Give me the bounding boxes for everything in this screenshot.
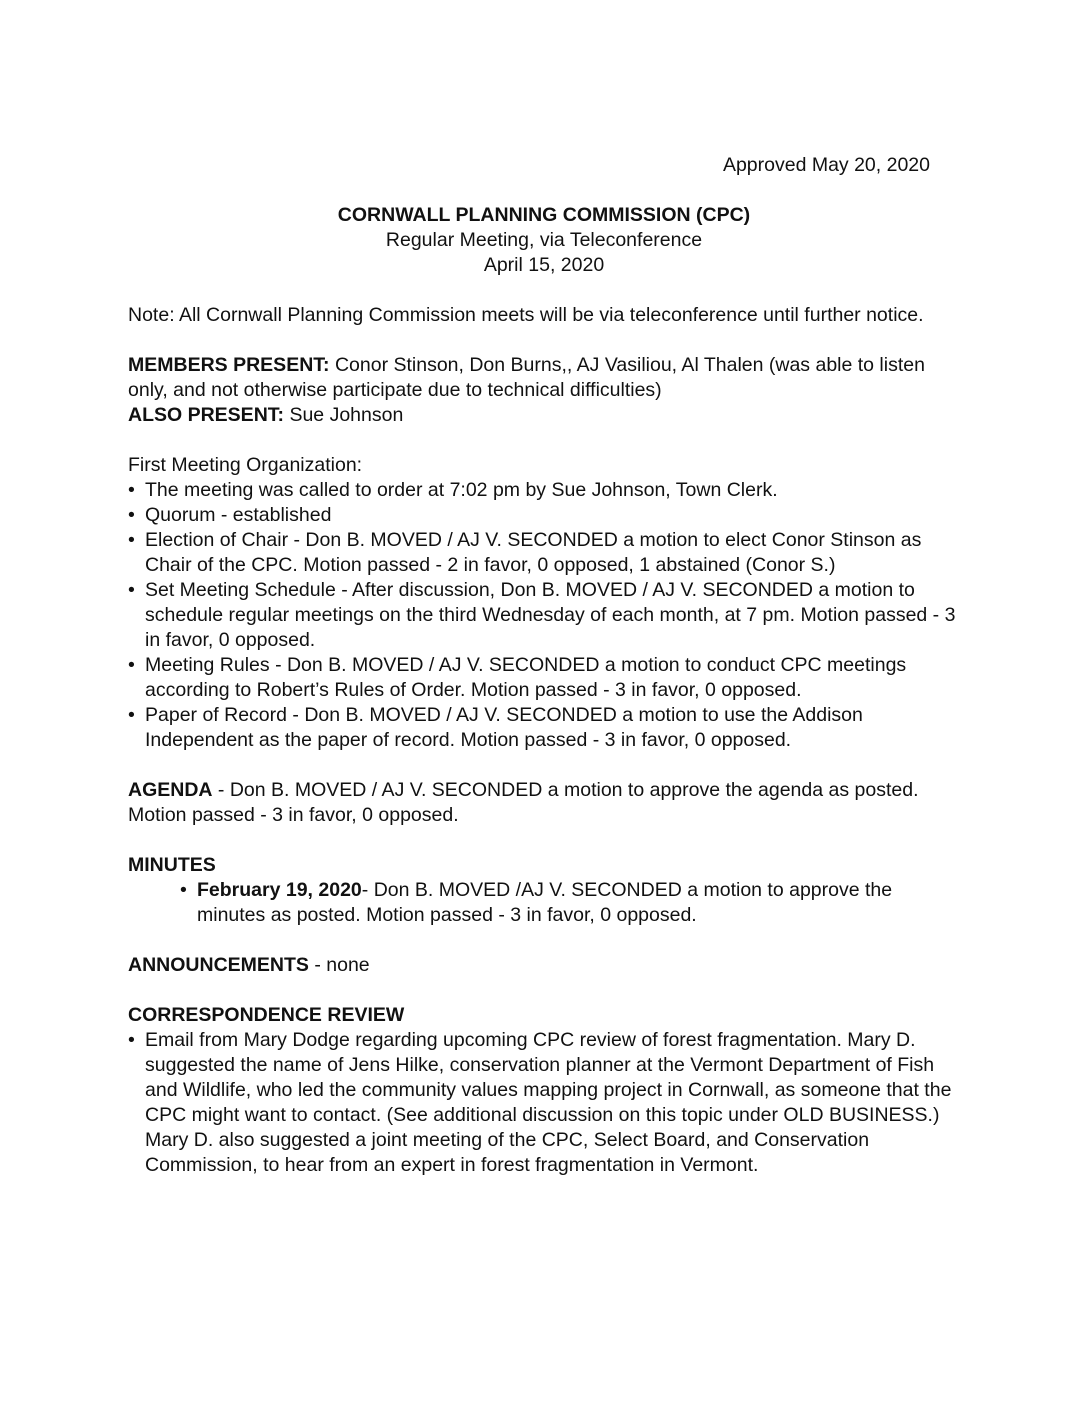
agenda-text: - Don B. MOVED / AJ V. SECONDED a motion to approve the agenda as posted. Motion passed - 3 in favor, 0 opposed. xyxy=(128,779,919,826)
minutes-date: February 19, 2020 xyxy=(197,879,362,901)
list-item: • Election of Chair - Don B. MOVED / AJ V. SECONDED a motion to elect Conor Stinson as Chair of the CPC. Motion passed - 2 in favor, 0 opposed, 1 abstained (Conor S.) xyxy=(128,528,960,578)
document-body xyxy=(128,303,960,1178)
members-present xyxy=(128,353,960,403)
list-item: • Set Meeting Schedule - After discussion, Don B. MOVED / AJ V. SECONDED a motion to schedule regular meetings on the third Wednesday of each month, at 7 pm. Motion passed - 3 in favor, 0 opposed. xyxy=(128,578,960,653)
meeting-date: April 15, 2020 xyxy=(483,254,605,276)
meeting-type: Regular Meeting, via Teleconference xyxy=(385,229,703,251)
minutes-list xyxy=(128,878,960,928)
agenda-label: AGENDA xyxy=(128,779,213,801)
also-present-label: ALSO PRESENT: xyxy=(128,404,285,426)
list-item xyxy=(180,878,960,928)
teleconference-note: Note: All Cornwall Planning Commission meets will be via teleconference until further notice. xyxy=(128,304,924,326)
list-item: • Paper of Record - Don B. MOVED / AJ V. SECONDED a motion to use the Addison Independent as the paper of record. Motion passed - 3 in favor, 0 opposed. xyxy=(128,703,960,753)
minutes-heading: MINUTES xyxy=(128,854,216,876)
announcements-text: - none xyxy=(308,954,370,976)
approval-note: Approved May 20, 2020 xyxy=(722,154,930,176)
minutes-text: - Don B. MOVED /AJ V. SECONDED a motion to approve the minutes as posted. Motion passed - 3 in favor, 0 opposed. xyxy=(197,879,893,926)
list-item: • The meeting was called to order at 7:02 pm by Sue Johnson, Town Clerk. xyxy=(128,478,960,503)
announcements-section xyxy=(128,953,960,978)
members-present-text: Conor Stinson, Don Burns,, AJ Vasiliou, Al Thalen (was able to listen only, and not otherwise participate due to technical difficulties) xyxy=(128,354,925,401)
list-item: • Email from Mary Dodge regarding upcoming CPC review of forest fragmentation. Mary D. suggested the name of Jens Hilke, conservation planner at the Vermont Department of Fish and Wildlife, who led the community values mapping project in Cornwall, as someone that the CPC might want to contact. (See additional discussion on this topic under OLD BUSINESS.) Mary D. also suggested a joint meeting of the CPC, Select Board, and Conservation Commission, to hear from an expert in forest fragmentation in Vermont. xyxy=(128,1028,960,1178)
document-title: CORNWALL PLANNING COMMISSION (CPC) xyxy=(337,204,751,226)
organization-list xyxy=(128,478,960,753)
members-present-label: MEMBERS PRESENT: xyxy=(128,354,330,376)
correspondence-heading: CORRESPONDENCE REVIEW xyxy=(128,1004,405,1026)
announcements-label: ANNOUNCEMENTS xyxy=(128,954,309,976)
also-present-text: Sue Johnson xyxy=(284,404,404,426)
list-item: • Quorum - established xyxy=(128,503,960,528)
also-present xyxy=(128,403,960,428)
organization-heading: First Meeting Organization: xyxy=(128,454,363,476)
list-item: • Meeting Rules - Don B. MOVED / AJ V. SECONDED a motion to conduct CPC meetings according to Robert’s Rules of Order. Motion passed - 3 in favor, 0 opposed. xyxy=(128,653,960,703)
correspondence-list xyxy=(128,1028,960,1178)
document-header xyxy=(0,203,1088,278)
agenda-section xyxy=(128,778,960,828)
